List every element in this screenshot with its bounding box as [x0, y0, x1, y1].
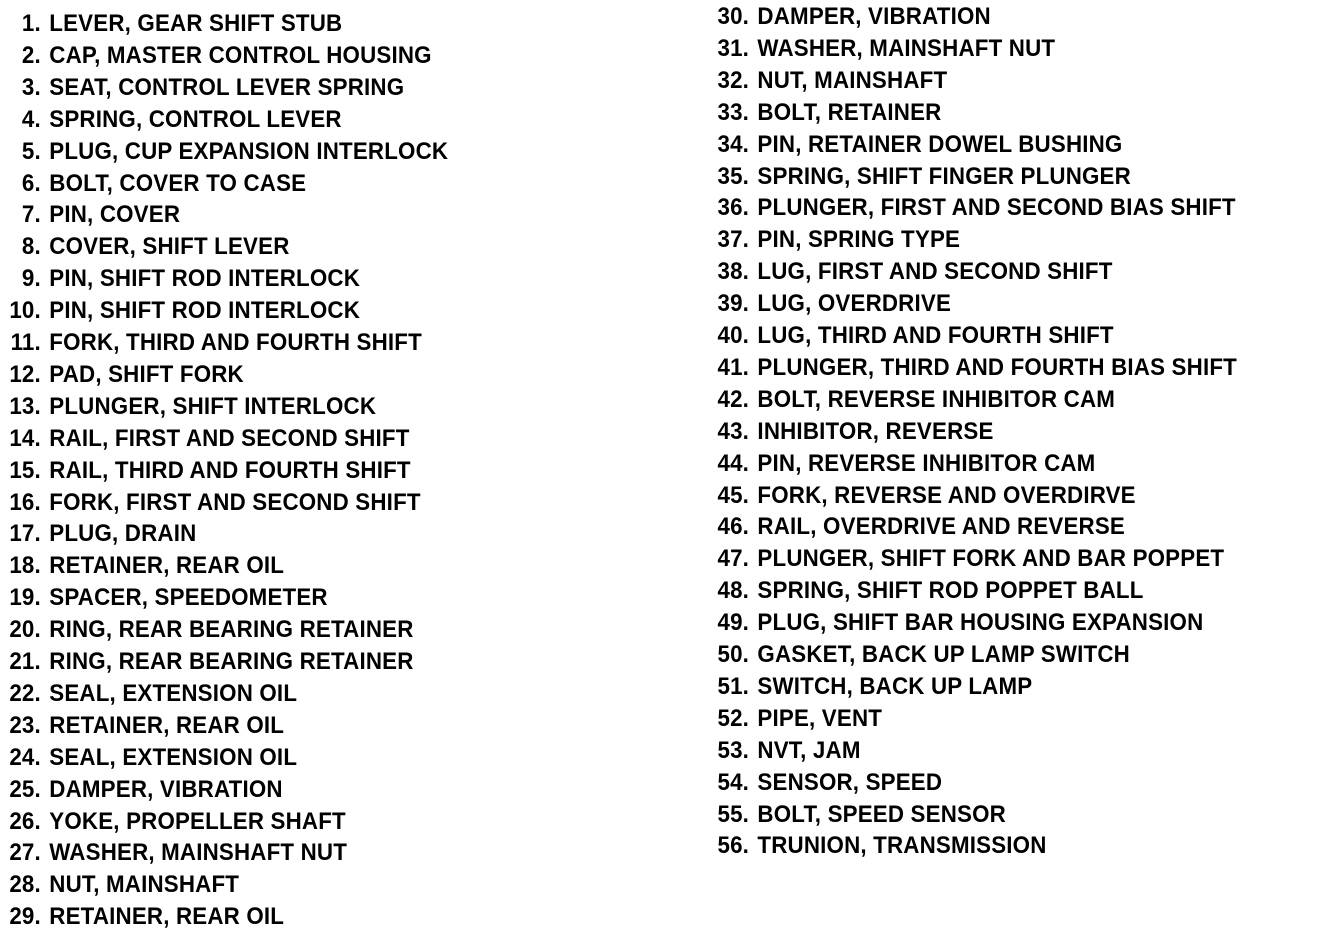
part-item	[710, 480, 1136, 512]
part-name: LUG, FIRST AND SECOND SHIFT	[757, 258, 1113, 286]
part-item	[0, 391, 376, 423]
part-number: 1.	[21, 10, 41, 37]
part-item	[710, 703, 882, 735]
part-number: 19.	[9, 584, 41, 612]
part-item	[710, 735, 861, 767]
part-item	[0, 199, 180, 231]
part-number: 23.	[9, 711, 41, 739]
part-name: YOKE, PROPELLER SHAFT	[49, 807, 346, 835]
part-item	[710, 129, 1122, 161]
part-item	[0, 423, 410, 455]
part-name: GASKET, BACK UP LAMP SWITCH	[757, 641, 1130, 668]
part-name: RETAINER, REAR OIL	[49, 903, 285, 931]
part-number: 13.	[9, 392, 41, 420]
part-name: WASHER, MAINSHAFT NUT	[49, 839, 348, 867]
part-item	[710, 192, 1236, 224]
part-number: 34.	[717, 130, 750, 158]
part-item	[0, 678, 297, 710]
part-name: NUT, MAINSHAFT	[757, 66, 948, 94]
part-number: 48.	[717, 577, 750, 605]
part-item	[0, 710, 284, 742]
part-name: PLUNGER, FIRST AND SECOND BIAS SHIFT	[757, 194, 1236, 222]
part-item	[710, 33, 1055, 65]
part-item	[0, 646, 414, 678]
part-name: NVT, JAM	[757, 736, 861, 764]
part-name: PLUNGER, SHIFT INTERLOCK	[49, 392, 377, 420]
part-name: SPRING, SHIFT FINGER PLUNGER	[757, 162, 1131, 190]
part-item	[0, 742, 297, 774]
part-item	[710, 543, 1224, 575]
part-number: 54.	[717, 768, 750, 796]
part-item	[0, 869, 239, 901]
part-number: 14.	[9, 424, 41, 452]
part-name: PIN, REVERSE INHIBITOR CAM	[757, 449, 1096, 477]
part-number: 52.	[717, 704, 750, 732]
part-number: 53.	[717, 736, 750, 764]
part-name: PLUNGER, THIRD AND FOURTH BIAS SHIFT	[757, 353, 1237, 381]
part-item	[0, 550, 284, 582]
part-item	[710, 65, 947, 97]
part-name: RAIL, THIRD AND FOURTH SHIFT	[49, 456, 411, 484]
part-number: 29.	[9, 903, 41, 931]
part-item	[0, 614, 414, 646]
part-number: 40.	[717, 322, 750, 349]
part-name: BOLT, SPEED SENSOR	[757, 800, 1006, 828]
part-number: 39.	[717, 290, 750, 318]
part-number: 36.	[717, 194, 750, 222]
part-name: SEAL, EXTENSION OIL	[49, 743, 298, 771]
part-item	[0, 455, 411, 487]
part-item	[0, 231, 290, 263]
part-name: LUG, OVERDRIVE	[757, 290, 952, 318]
part-item	[0, 518, 196, 550]
part-name: LUG, THIRD AND FOURTH SHIFT	[757, 322, 1114, 349]
part-number: 15.	[9, 456, 41, 484]
part-number: 28.	[9, 871, 41, 899]
part-number: 4.	[21, 105, 41, 133]
part-name: RING, REAR BEARING RETAINER	[49, 648, 414, 675]
part-number: 12.	[9, 360, 41, 388]
part-name: PIN, SPRING TYPE	[757, 226, 961, 254]
part-item	[0, 104, 342, 136]
part-number: 41.	[717, 353, 750, 381]
part-name: PLUG, DRAIN	[49, 520, 197, 548]
part-name: TRUNION, TRANSMISSION	[757, 832, 1047, 860]
part-item	[710, 639, 1130, 671]
part-number: 44.	[717, 449, 750, 477]
part-number: 11.	[10, 329, 41, 356]
part-name: DAMPER, VIBRATION	[49, 775, 283, 803]
part-number: 43.	[717, 417, 750, 445]
part-item	[710, 256, 1113, 288]
part-number: 33.	[717, 98, 750, 126]
part-name: PIN, SHIFT ROD INTERLOCK	[49, 297, 361, 325]
part-number: 38.	[717, 258, 750, 286]
part-item	[0, 136, 448, 168]
part-item	[0, 168, 306, 200]
part-item	[0, 774, 283, 806]
part-number: 30.	[717, 3, 750, 30]
part-name: SEAT, CONTROL LEVER SPRING	[49, 73, 405, 101]
part-item	[710, 511, 1125, 543]
part-number: 27.	[9, 839, 41, 867]
part-item	[710, 767, 942, 799]
part-item	[0, 837, 347, 869]
part-name: BOLT, REVERSE INHIBITOR CAM	[757, 385, 1116, 413]
part-number: 45.	[717, 481, 750, 509]
part-number: 31.	[717, 34, 750, 62]
part-item	[0, 359, 244, 391]
part-item	[0, 8, 342, 40]
part-number: 46.	[717, 513, 750, 541]
part-name: SWITCH, BACK UP LAMP	[757, 672, 1033, 700]
part-number: 37.	[717, 226, 750, 254]
part-name: LEVER, GEAR SHIFT STUB	[49, 10, 343, 37]
part-item	[0, 806, 346, 838]
part-number: 6.	[21, 169, 41, 197]
part-name: PIPE, VENT	[757, 704, 883, 732]
part-item	[710, 384, 1115, 416]
part-number: 55.	[717, 800, 750, 828]
part-name: RAIL, OVERDRIVE AND REVERSE	[757, 513, 1126, 541]
part-number: 47.	[717, 545, 750, 573]
part-name: PAD, SHIFT FORK	[49, 360, 244, 388]
part-name: DAMPER, VIBRATION	[757, 3, 991, 30]
part-name: NUT, MAINSHAFT	[49, 871, 240, 899]
part-number: 10.	[9, 297, 41, 325]
part-item	[710, 575, 1144, 607]
part-item	[710, 161, 1131, 193]
part-number: 18.	[9, 552, 41, 580]
part-number: 24.	[9, 743, 41, 771]
part-name: PIN, SHIFT ROD INTERLOCK	[49, 265, 361, 293]
part-number: 49.	[717, 609, 750, 637]
part-item	[710, 799, 1006, 831]
part-name: FORK, FIRST AND SECOND SHIFT	[49, 488, 421, 516]
part-number: 5.	[21, 137, 41, 165]
part-number: 26.	[9, 807, 41, 835]
part-name: PLUNGER, SHIFT FORK AND BAR POPPET	[757, 545, 1225, 573]
part-name: PLUG, SHIFT BAR HOUSING EXPANSION	[757, 609, 1204, 637]
part-number: 9.	[21, 265, 41, 293]
part-name: FORK, REVERSE AND OVERDIRVE	[757, 481, 1136, 509]
part-name: RAIL, FIRST AND SECOND SHIFT	[49, 424, 410, 452]
part-number: 21.	[9, 648, 41, 675]
part-item	[710, 288, 951, 320]
part-item	[710, 224, 960, 256]
part-name: FORK, THIRD AND FOURTH SHIFT	[49, 329, 422, 356]
part-number: 50.	[717, 641, 750, 668]
part-name: CAP, MASTER CONTROL HOUSING	[49, 41, 432, 69]
part-item	[710, 830, 1047, 862]
part-number: 2.	[21, 41, 41, 69]
part-number: 42.	[717, 385, 750, 413]
part-name: INHIBITOR, REVERSE	[757, 417, 994, 445]
part-number: 7.	[21, 201, 41, 229]
part-name: RETAINER, REAR OIL	[49, 552, 285, 580]
part-item	[0, 327, 422, 359]
part-item	[710, 607, 1203, 639]
part-name: SPRING, SHIFT ROD POPPET BALL	[757, 577, 1144, 605]
part-name: RETAINER, REAR OIL	[49, 711, 285, 739]
part-item	[0, 901, 284, 933]
part-number: 8.	[21, 233, 41, 261]
part-name: SEAL, EXTENSION OIL	[49, 679, 298, 707]
part-item	[710, 416, 994, 448]
part-number: 20.	[9, 616, 41, 644]
part-name: PIN, COVER	[49, 201, 181, 229]
part-number: 25.	[9, 775, 41, 803]
part-number: 3.	[21, 73, 41, 101]
part-item	[710, 448, 1095, 480]
part-name: BOLT, RETAINER	[757, 98, 942, 126]
part-number: 56.	[717, 832, 750, 860]
part-name: RING, REAR BEARING RETAINER	[49, 616, 414, 644]
part-item	[0, 72, 404, 104]
part-item	[710, 320, 1114, 352]
part-name: SENSOR, SPEED	[757, 768, 943, 796]
part-number: 22.	[9, 679, 41, 707]
part-name: PLUG, CUP EXPANSION INTERLOCK	[49, 137, 449, 165]
part-number: 51.	[717, 672, 750, 700]
part-name: SPACER, SPEEDOMETER	[49, 584, 328, 612]
part-number: 17.	[9, 520, 41, 548]
part-item	[710, 671, 1032, 703]
part-name: PIN, RETAINER DOWEL BUSHING	[757, 130, 1123, 158]
part-name: COVER, SHIFT LEVER	[49, 233, 290, 261]
part-name: SPRING, CONTROL LEVER	[49, 105, 342, 133]
part-number: 32.	[717, 66, 750, 94]
part-item	[0, 263, 360, 295]
part-item	[0, 40, 432, 72]
part-number: 35.	[717, 162, 750, 190]
part-item	[0, 295, 360, 327]
part-item	[710, 97, 941, 129]
part-name: BOLT, COVER TO CASE	[49, 169, 307, 197]
part-item	[710, 352, 1237, 384]
part-name: WASHER, MAINSHAFT NUT	[757, 34, 1056, 62]
part-item	[0, 487, 421, 519]
part-number: 16.	[9, 488, 41, 516]
part-item	[710, 1, 991, 33]
part-item	[0, 582, 328, 614]
